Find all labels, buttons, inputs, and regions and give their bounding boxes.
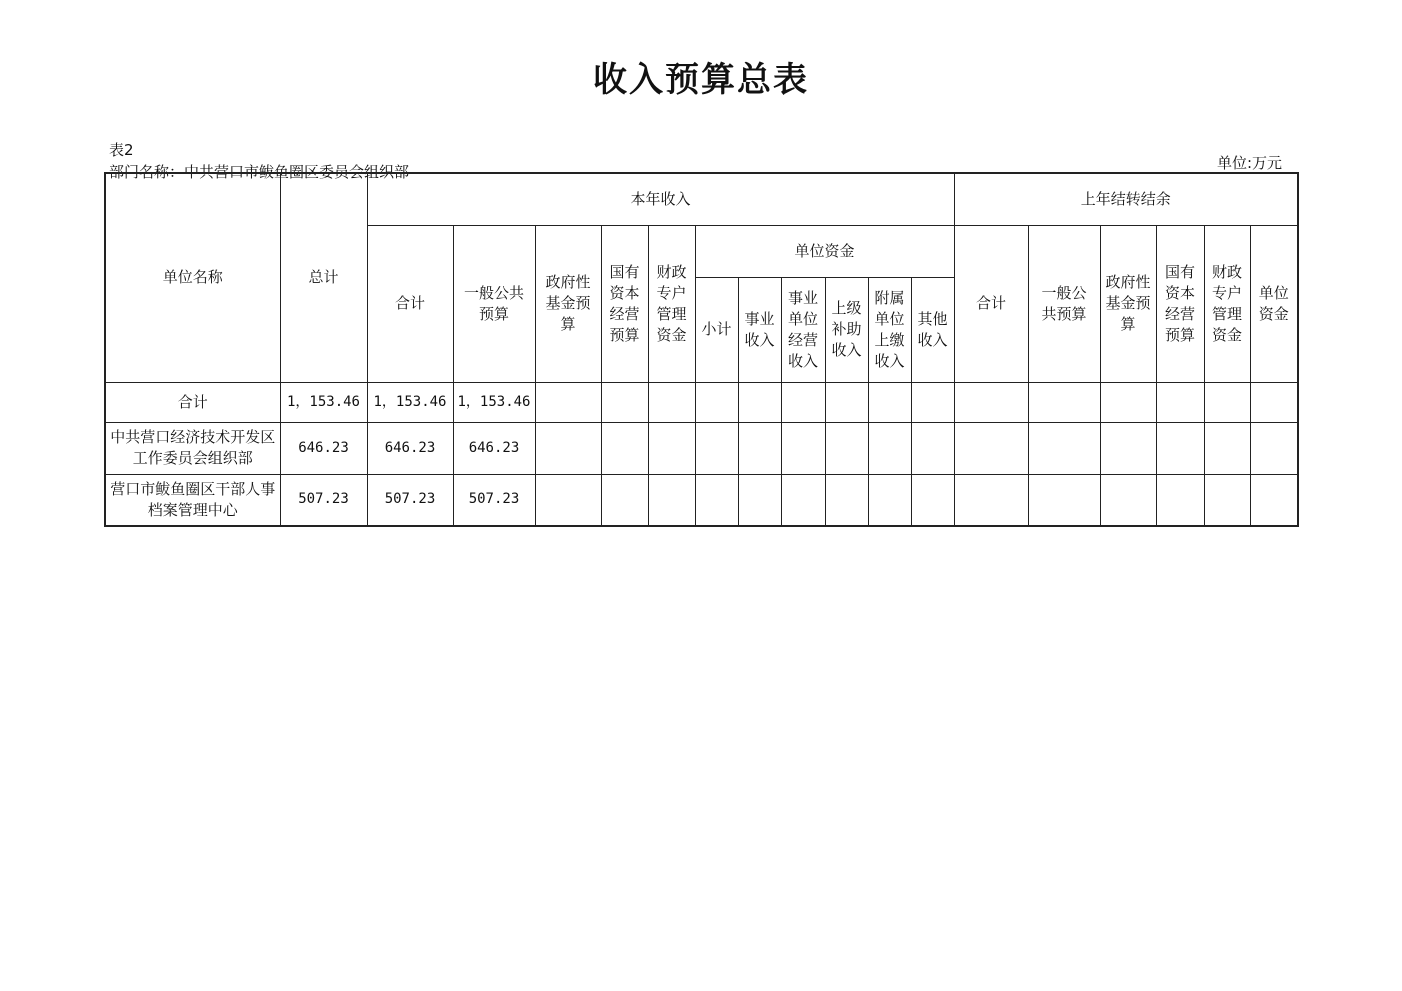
row-total: 1，153.46 [280,382,367,422]
header-uf-other: 其他收入 [911,277,954,382]
header-py-fiscal-special: 财政专户管理资金 [1204,225,1250,382]
row-cy-total: 646.23 [367,422,453,474]
row-cy-total: 1，153.46 [367,382,453,422]
row-total: 507.23 [280,474,367,526]
table-row [105,474,1298,526]
header-cy-gov-fund: 政府性基金预算 [535,225,601,382]
header-py-state-capital: 国有资本经营预算 [1156,225,1204,382]
header-uf-career: 事业收入 [738,277,781,382]
header-cy-general: 一般公共预算 [453,225,535,382]
row-total: 646.23 [280,422,367,474]
header-py-general: 一般公共预算 [1028,225,1100,382]
row-cy-general: 1，153.46 [453,382,535,422]
header-uf-business: 事业单位经营收入 [781,277,825,382]
row-cy-general: 507.23 [453,474,535,526]
department-name: 部门名称：中共营口市鲅鱼圈区委员会组织部 [109,163,410,181]
row-name: 营口市鲅鱼圈区干部人事档案管理中心 [105,474,280,526]
header-uf-subtotal: 小计 [695,277,738,382]
header-py-unit-funds: 单位资金 [1250,225,1298,382]
row-name: 中共营口经济技术开发区工作委员会组织部 [105,422,280,474]
table-row [105,382,1298,422]
page-title: 收入预算总表 [593,60,809,100]
table-number: 表2 [109,141,134,159]
header-uf-affiliated: 附属单位上缴收入 [868,277,911,382]
unit-label: 单位:万元 [1217,154,1283,172]
header-py-total: 合计 [954,225,1028,382]
header-cy-state-capital: 国有资本经营预算 [601,225,648,382]
row-cy-general: 646.23 [453,422,535,474]
header-total: 总计 [280,173,367,382]
header-uf-subsidy: 上级补助收入 [825,277,868,382]
header-cy-total: 合计 [367,225,453,382]
header-cy-unit-funds: 单位资金 [695,225,954,277]
row-name: 合计 [105,382,280,422]
header-cy-fiscal-special: 财政专户管理资金 [648,225,695,382]
header-current-year: 本年收入 [367,173,954,225]
income-budget-table [104,172,1299,527]
header-py-gov-fund: 政府性基金预算 [1100,225,1156,382]
row-cy-total: 507.23 [367,474,453,526]
table-row [105,422,1298,474]
header-prior-year: 上年结转结余 [954,173,1298,225]
header-unit-name: 单位名称 [105,173,280,382]
